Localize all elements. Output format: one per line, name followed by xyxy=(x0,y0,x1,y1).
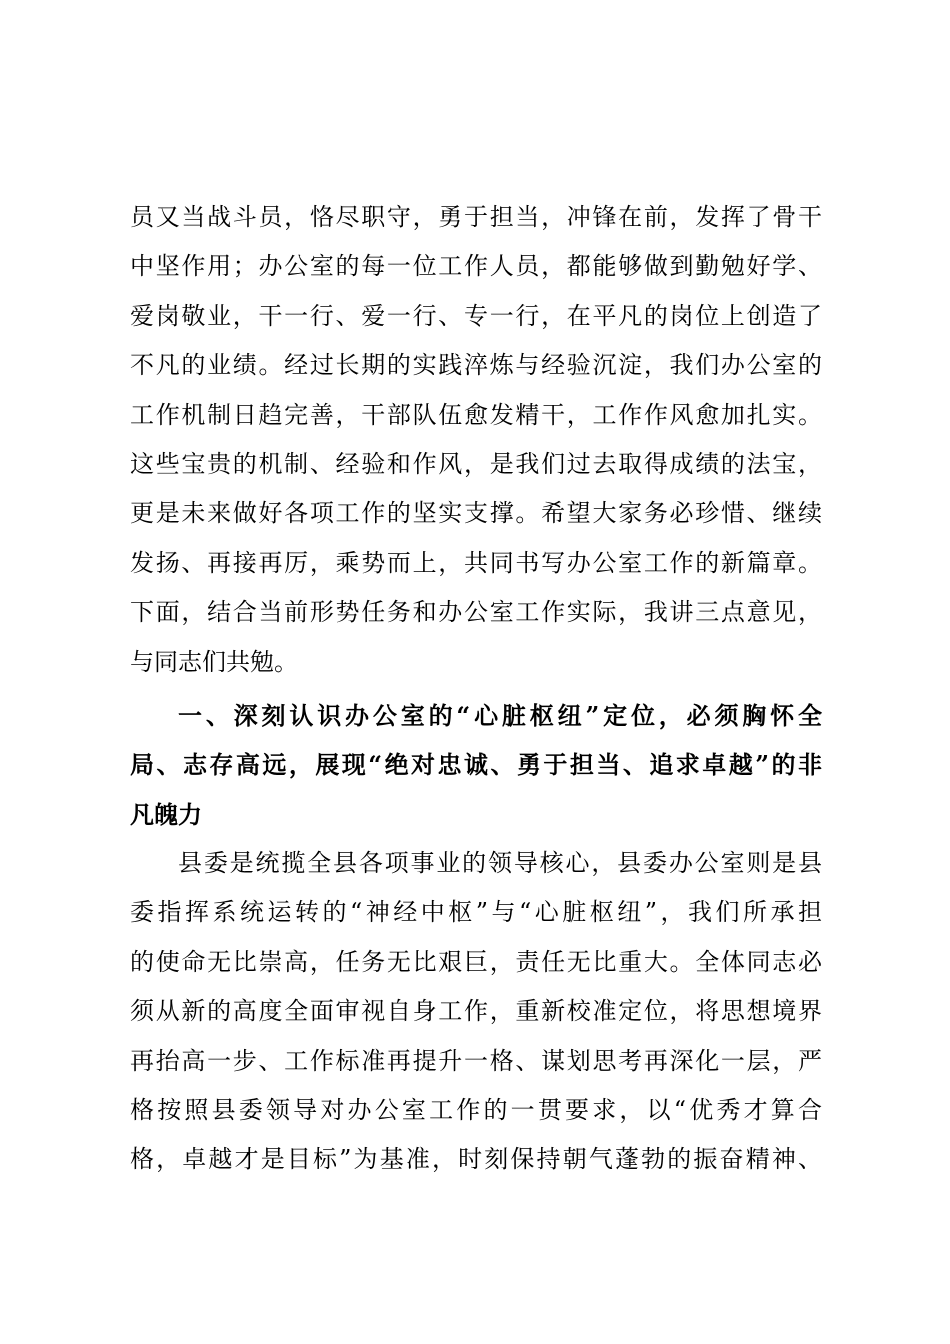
section-heading xyxy=(130,691,822,839)
text-line: 再抬高一步、工作标准再提升一格、谋划思考再深化一层，严 xyxy=(130,1046,822,1075)
body-paragraph xyxy=(130,193,822,687)
heading-line: 一、深刻认识办公室的“心脏枢纽”定位，必须胸怀全 xyxy=(178,700,822,730)
text-line: 发扬、再接再厉，乘势而上，共同书写办公室工作的新篇章。 xyxy=(130,548,822,577)
text-line: 格，卓越才是目标”为基准，时刻保持朝气蓬勃的振奋精神、 xyxy=(130,1145,822,1174)
text-line: 更是未来做好各项工作的坚实支撑。希望大家务必珍惜、继续 xyxy=(130,499,822,528)
text-line: 委指挥系统运转的“神经中枢”与“心脏枢纽”，我们所承担 xyxy=(130,898,822,927)
text-line: 的使命无比崇高，任务无比艰巨，责任无比重大。全体同志必 xyxy=(130,947,822,976)
text-line: 县委是统揽全县各项事业的领导核心，县委办公室则是县 xyxy=(178,849,822,878)
document-body xyxy=(130,193,822,1185)
text-line: 这些宝贵的机制、经验和作风，是我们过去取得成绩的法宝， xyxy=(130,449,822,478)
text-line: 爱岗敬业，干一行、爱一行、专一行，在平凡的岗位上创造了 xyxy=(130,301,822,330)
body-paragraph xyxy=(130,839,822,1185)
heading-line: 局、志存高远，展现“绝对忠诚、勇于担当、追求卓越”的非 xyxy=(130,750,822,780)
text-line: 员又当战斗员，恪尽职守，勇于担当，冲锋在前，发挥了骨干 xyxy=(130,203,822,231)
text-line: 下面，结合当前形势任务和办公室工作实际，我讲三点意见， xyxy=(130,598,822,627)
text-line: 与同志们共勉。 xyxy=(130,647,298,676)
text-line: 工作机制日趋完善，干部队伍愈发精干，工作作风愈加扎实。 xyxy=(130,400,822,429)
text-line: 不凡的业绩。经过长期的实践淬炼与经验沉淀，我们办公室的 xyxy=(130,351,822,380)
text-line: 格按照县委领导对办公室工作的一贯要求，以“优秀才算合 xyxy=(130,1096,822,1125)
text-line: 中坚作用；办公室的每一位工作人员，都能够做到勤勉好学、 xyxy=(130,252,822,281)
heading-line: 凡魄力 xyxy=(130,799,202,829)
text-line: 须从新的高度全面审视自身工作，重新校准定位，将思想境界 xyxy=(130,997,822,1026)
